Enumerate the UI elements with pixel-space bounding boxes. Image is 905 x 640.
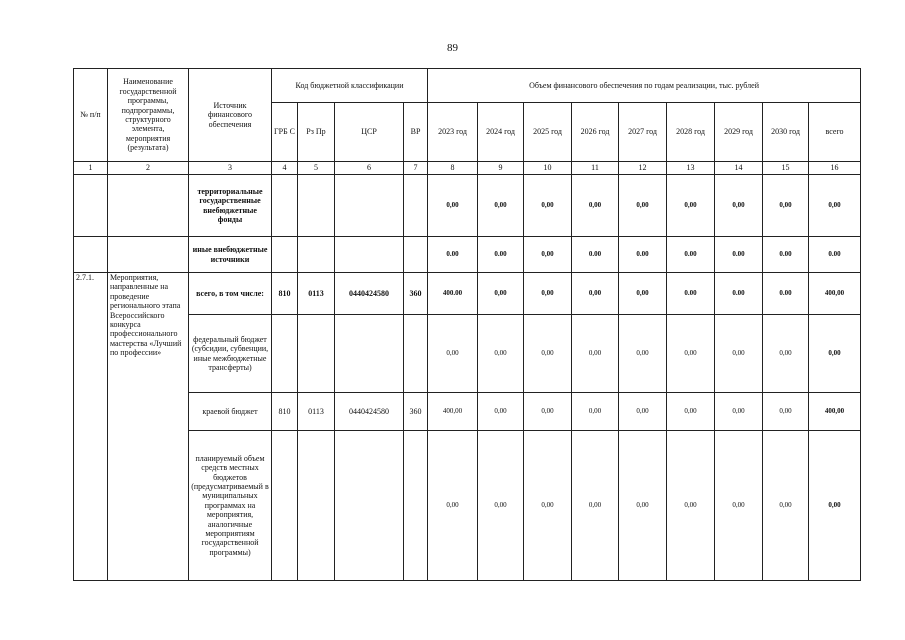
value-cell: 0,00	[572, 175, 619, 237]
source-label: всего, в том числе:	[189, 273, 272, 315]
source-label: иные внебюджетные источники	[189, 237, 272, 273]
header-name: Наименование государственной программы, подпрограммы, структурного элемента, мероприятия (результата)	[108, 69, 189, 162]
value-cell: 0,00	[763, 175, 809, 237]
col-number: 12	[619, 162, 667, 175]
empty-cell	[404, 315, 428, 393]
value-cell: 0,00	[619, 315, 667, 393]
table-row-terr-funds	[74, 175, 861, 237]
value-cell: 0,00	[619, 273, 667, 315]
value-cell: 0,00	[667, 393, 715, 431]
col-number: 10	[524, 162, 572, 175]
empty-cell	[298, 237, 335, 273]
value-cell: 0,00	[524, 315, 572, 393]
header-total: всего	[809, 103, 861, 162]
header-year: 2025 год	[524, 103, 572, 162]
value-cell: 0,00	[809, 175, 861, 237]
col-number: 2	[108, 162, 189, 175]
empty-cell	[108, 237, 189, 273]
value-cell: 0.00	[667, 273, 715, 315]
value-cell: 0.00	[763, 273, 809, 315]
value-cell: 0.00	[715, 273, 763, 315]
header-grbs: ГРБ С	[272, 103, 298, 162]
value-cell: 400,00	[809, 393, 861, 431]
empty-cell	[404, 237, 428, 273]
value-cell: 0,00	[572, 315, 619, 393]
header-csr: ЦСР	[335, 103, 404, 162]
value-cell: 0,00	[524, 431, 572, 581]
rzpr-cell: 0113	[298, 273, 335, 315]
value-cell: 0,00	[619, 393, 667, 431]
header-year: 2024 год	[478, 103, 524, 162]
value-cell: 400,00	[809, 273, 861, 315]
header-year: 2027 год	[619, 103, 667, 162]
table-row-total	[74, 273, 861, 315]
value-cell: 0,00	[428, 431, 478, 581]
col-number: 5	[298, 162, 335, 175]
value-cell: 0,00	[572, 393, 619, 431]
empty-cell	[335, 315, 404, 393]
value-cell: 0,00	[763, 315, 809, 393]
empty-cell	[272, 175, 298, 237]
grbs-cell: 810	[272, 273, 298, 315]
value-cell: 0,00	[809, 431, 861, 581]
value-cell: 0,00	[763, 431, 809, 581]
col-number: 4	[272, 162, 298, 175]
empty-cell	[404, 431, 428, 581]
table-row-regional	[74, 393, 861, 431]
empty-cell	[335, 431, 404, 581]
col-number: 6	[335, 162, 404, 175]
header-year: 2026 год	[572, 103, 619, 162]
value-cell: 400.00	[428, 273, 478, 315]
empty-cell	[298, 315, 335, 393]
col-number: 14	[715, 162, 763, 175]
value-cell: 0,00	[478, 315, 524, 393]
value-cell: 0,00	[478, 393, 524, 431]
empty-cell	[298, 175, 335, 237]
value-cell: 0,00	[478, 273, 524, 315]
header-year: 2030 год	[763, 103, 809, 162]
col-number: 3	[189, 162, 272, 175]
col-number: 15	[763, 162, 809, 175]
value-cell: 0,00	[809, 315, 861, 393]
value-cell: 0,00	[763, 393, 809, 431]
header-rzpr: Рз Пр	[298, 103, 335, 162]
column-numbers-row	[74, 162, 861, 175]
col-number: 16	[809, 162, 861, 175]
value-cell: 0.00	[809, 237, 861, 273]
empty-cell	[108, 175, 189, 237]
value-cell: 0,00	[715, 175, 763, 237]
value-cell: 0.00	[428, 237, 478, 273]
value-cell: 0,00	[478, 175, 524, 237]
header-volume: Объем финансового обеспечения по годам реализации, тыс. рублей	[428, 69, 861, 103]
value-cell: 0,00	[715, 393, 763, 431]
header-year: 2023 год	[428, 103, 478, 162]
grbs-cell: 810	[272, 393, 298, 431]
table-row-federal	[74, 315, 861, 393]
value-cell: 0,00	[524, 393, 572, 431]
value-cell: 0,00	[524, 175, 572, 237]
empty-cell	[335, 175, 404, 237]
value-cell: 0,00	[619, 175, 667, 237]
value-cell: 0,00	[572, 431, 619, 581]
header-num: № п/п	[74, 69, 108, 162]
value-cell: 0,00	[524, 237, 572, 273]
header-vr: ВР	[404, 103, 428, 162]
header-row-1	[74, 69, 861, 103]
csr-cell: 0440424580	[335, 393, 404, 431]
measure-number: 2.7.1.	[74, 273, 108, 581]
col-number: 11	[572, 162, 619, 175]
vr-cell: 360	[404, 393, 428, 431]
value-cell: 0,00	[524, 273, 572, 315]
value-cell: 0.00	[619, 237, 667, 273]
col-number: 1	[74, 162, 108, 175]
col-number: 7	[404, 162, 428, 175]
empty-cell	[74, 237, 108, 273]
empty-cell	[272, 237, 298, 273]
value-cell: 0,00	[619, 431, 667, 581]
measure-name: Мероприятия, направленные на проведение регионального этапа Всероссийского конкурса профессионального мастерства «Лучший по профессии»	[108, 273, 189, 581]
vr-cell: 360	[404, 273, 428, 315]
csr-cell: 0440424580	[335, 273, 404, 315]
budget-table	[73, 68, 861, 581]
empty-cell	[272, 431, 298, 581]
value-cell: 0,00	[478, 431, 524, 581]
header-year: 2029 год	[715, 103, 763, 162]
header-year: 2028 год	[667, 103, 715, 162]
empty-cell	[272, 315, 298, 393]
empty-cell	[404, 175, 428, 237]
page-number: 89	[447, 42, 458, 54]
value-cell: 0,00	[428, 175, 478, 237]
value-cell: 0.00	[572, 237, 619, 273]
header-source: Источник финансового обеспечения	[189, 69, 272, 162]
value-cell: 0,00	[572, 273, 619, 315]
empty-cell	[298, 431, 335, 581]
value-cell: 0.00	[763, 237, 809, 273]
value-cell: 0,00	[667, 431, 715, 581]
source-label: федеральный бюджет (субсидии, субвенции, иные межбюджетные трансферты)	[189, 315, 272, 393]
empty-cell	[74, 175, 108, 237]
value-cell: 0.00	[478, 237, 524, 273]
source-label: планируемый объем средств местных бюджетов (предусматриваемый в муниципальных программах на мероприятия, аналогичные мероприятиям государственной программы)	[189, 431, 272, 581]
empty-cell	[335, 237, 404, 273]
col-number: 8	[428, 162, 478, 175]
value-cell: 0,00	[428, 315, 478, 393]
value-cell: 0,00	[667, 175, 715, 237]
table-row-municipal	[74, 431, 861, 581]
col-number: 9	[478, 162, 524, 175]
value-cell: 0,00	[715, 431, 763, 581]
table-row-other-sources	[74, 237, 861, 273]
value-cell: 0,00	[667, 315, 715, 393]
rzpr-cell: 0113	[298, 393, 335, 431]
value-cell: 0.00	[715, 237, 763, 273]
source-label: территориальные государственные внебюджетные фонды	[189, 175, 272, 237]
value-cell: 0,00	[715, 315, 763, 393]
col-number: 13	[667, 162, 715, 175]
value-cell: 0.00	[667, 237, 715, 273]
header-kbk: Код бюджетной классификации	[272, 69, 428, 103]
source-label: краевой бюджет	[189, 393, 272, 431]
value-cell: 400,00	[428, 393, 478, 431]
